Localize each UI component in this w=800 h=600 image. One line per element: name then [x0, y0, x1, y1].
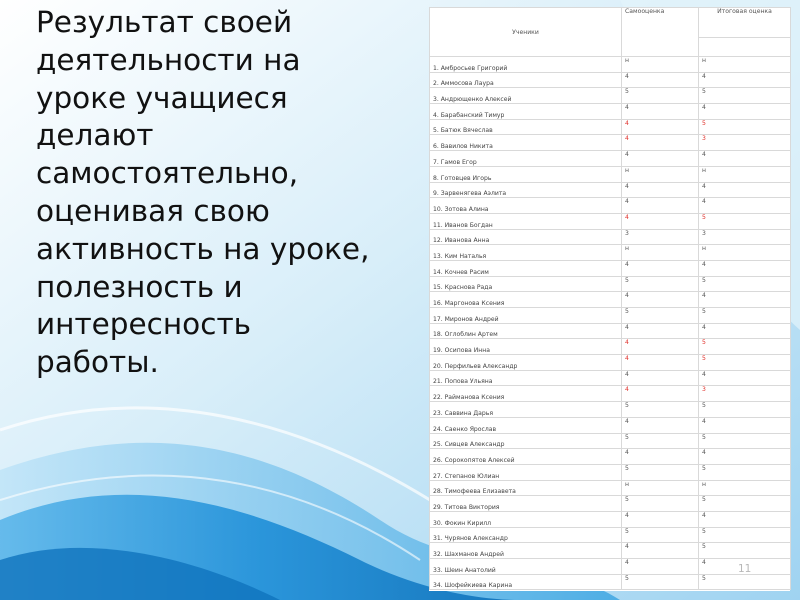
table-row: [430, 292, 791, 308]
header-final-subcell: [699, 37, 791, 56]
table-row: [430, 355, 791, 371]
student-name-cell: 4. Барабанский Тимур: [430, 104, 622, 120]
table-row: [430, 464, 791, 480]
self-assessment-cell: 4: [622, 339, 699, 355]
final-grade-cell: 5: [699, 119, 791, 135]
student-name-cell: 9. Зарвенягева Аэлита: [430, 182, 622, 198]
student-name-cell: 18. Оглоблин Артем: [430, 323, 622, 339]
final-grade-cell: 4: [699, 182, 791, 198]
self-assessment-cell: 5: [622, 433, 699, 449]
table-row: [430, 402, 791, 418]
student-name-cell: 11. Иванов Богдан: [430, 213, 622, 229]
final-grade-cell: 5: [699, 464, 791, 480]
final-grade-cell: 4: [699, 104, 791, 120]
self-assessment-cell: 5: [622, 308, 699, 324]
student-name-cell: 25. Сивцев Александр: [430, 433, 622, 449]
table-row: [430, 276, 791, 292]
table-row: [430, 229, 791, 245]
table-row: [430, 559, 791, 575]
table-row: [430, 166, 791, 182]
self-assessment-cell: н: [622, 166, 699, 182]
table-row: [430, 511, 791, 527]
final-grade-cell: н: [699, 57, 791, 73]
final-grade-cell: 4: [699, 559, 791, 575]
table-row: [430, 527, 791, 543]
table-row: [430, 119, 791, 135]
self-assessment-cell: 4: [622, 182, 699, 198]
student-name-cell: 34. Шофейкиева Карина: [430, 574, 622, 590]
final-grade-cell: н: [699, 166, 791, 182]
table-row: [430, 245, 791, 261]
self-assessment-cell: 4: [622, 119, 699, 135]
table-row: [430, 370, 791, 386]
final-grade-cell: 4: [699, 72, 791, 88]
final-grade-cell: 5: [699, 527, 791, 543]
final-grade-cell: 5: [699, 496, 791, 512]
final-grade-cell: 5: [699, 308, 791, 324]
student-name-cell: 2. Аммосова Лаура: [430, 72, 622, 88]
self-assessment-cell: 4: [622, 559, 699, 575]
table-row: [430, 433, 791, 449]
table-row: [430, 151, 791, 167]
table-row: [430, 88, 791, 104]
table-row: [430, 72, 791, 88]
table-row: [430, 417, 791, 433]
student-name-cell: 30. Фокин Кирилл: [430, 511, 622, 527]
self-assessment-cell: 4: [622, 104, 699, 120]
self-assessment-cell: 5: [622, 464, 699, 480]
grades-table-container: [429, 7, 790, 591]
student-name-cell: 27. Степанов Юлиан: [430, 464, 622, 480]
self-assessment-cell: 4: [622, 355, 699, 371]
student-name-cell: 7. Гамов Егор: [430, 151, 622, 167]
table-row: [430, 574, 791, 590]
final-grade-cell: 5: [699, 574, 791, 590]
student-name-cell: 12. Иванова Анна: [430, 229, 622, 245]
final-grade-cell: 5: [699, 213, 791, 229]
self-assessment-cell: 5: [622, 88, 699, 104]
table-row: [430, 480, 791, 496]
student-name-cell: 33. Шеин Анатолий: [430, 559, 622, 575]
student-name-cell: 14. Кочнев Расим: [430, 260, 622, 276]
slide-body-text: Результат своей деятельности на уроке учащиеся делают самостоятельно, оценивая свою активность на уроке, полезность и интересность работы.: [36, 5, 370, 380]
table-row: [430, 323, 791, 339]
student-name-cell: 19. Осипова Инна: [430, 339, 622, 355]
table-row: [430, 449, 791, 465]
final-grade-cell: 4: [699, 323, 791, 339]
final-grade-cell: 4: [699, 449, 791, 465]
final-grade-cell: 4: [699, 511, 791, 527]
final-grade-cell: 4: [699, 292, 791, 308]
self-assessment-cell: н: [622, 245, 699, 261]
final-grade-cell: 3: [699, 135, 791, 151]
self-assessment-cell: 4: [622, 260, 699, 276]
final-grade-cell: 5: [699, 355, 791, 371]
table-row: [430, 135, 791, 151]
self-assessment-cell: 3: [622, 229, 699, 245]
self-assessment-cell: 4: [622, 511, 699, 527]
self-assessment-cell: 5: [622, 527, 699, 543]
self-assessment-cell: 4: [622, 198, 699, 214]
student-name-cell: 5. Батюк Вячеслав: [430, 119, 622, 135]
self-assessment-cell: 4: [622, 417, 699, 433]
self-assessment-cell: 5: [622, 496, 699, 512]
student-name-cell: 22. Райманова Ксения: [430, 386, 622, 402]
final-grade-cell: 4: [699, 260, 791, 276]
grades-table: [429, 7, 791, 590]
grades-table-body: [430, 57, 791, 590]
student-name-cell: 15. Краснова Рада: [430, 276, 622, 292]
self-assessment-cell: 4: [622, 543, 699, 559]
self-assessment-cell: н: [622, 480, 699, 496]
final-grade-cell: 5: [699, 402, 791, 418]
self-assessment-cell: 4: [622, 213, 699, 229]
table-row: [430, 260, 791, 276]
final-grade-cell: 3: [699, 229, 791, 245]
final-grade-cell: 5: [699, 276, 791, 292]
student-name-cell: 31. Чурянов Александр: [430, 527, 622, 543]
final-grade-cell: 5: [699, 433, 791, 449]
header-students: Ученики: [430, 8, 622, 57]
self-assessment-cell: 4: [622, 370, 699, 386]
table-row: [430, 104, 791, 120]
header-final-grade: Итоговая оценка: [699, 8, 791, 38]
table-row: [430, 308, 791, 324]
student-name-cell: 8. Готовцев Игорь: [430, 166, 622, 182]
self-assessment-cell: 4: [622, 323, 699, 339]
student-name-cell: 6. Вавилов Никита: [430, 135, 622, 151]
table-row: [430, 57, 791, 73]
page-number: 11: [738, 563, 752, 575]
student-name-cell: 13. Ким Наталья: [430, 245, 622, 261]
student-name-cell: 17. Миронов Андрей: [430, 308, 622, 324]
student-name-cell: 32. Шахманов Андрей: [430, 543, 622, 559]
self-assessment-cell: 4: [622, 72, 699, 88]
student-name-cell: 20. Перфильев Александр: [430, 355, 622, 371]
final-grade-cell: н: [699, 245, 791, 261]
student-name-cell: 28. Тимофеева Елизавета: [430, 480, 622, 496]
student-name-cell: 23. Саввина Дарья: [430, 402, 622, 418]
table-row: [430, 386, 791, 402]
self-assessment-cell: 5: [622, 574, 699, 590]
table-row: [430, 339, 791, 355]
self-assessment-cell: 4: [622, 449, 699, 465]
self-assessment-cell: 4: [622, 135, 699, 151]
table-row: [430, 198, 791, 214]
student-name-cell: 26. Сорокопятов Алексей: [430, 449, 622, 465]
final-grade-cell: 4: [699, 198, 791, 214]
student-name-cell: 10. Зотова Алина: [430, 198, 622, 214]
student-name-cell: 21. Попова Ульяна: [430, 370, 622, 386]
self-assessment-cell: 4: [622, 292, 699, 308]
final-grade-cell: 5: [699, 88, 791, 104]
table-row: [430, 496, 791, 512]
final-grade-cell: 5: [699, 543, 791, 559]
final-grade-cell: 4: [699, 417, 791, 433]
final-grade-cell: 3: [699, 386, 791, 402]
student-name-cell: 24. Саенко Ярослав: [430, 417, 622, 433]
table-row: [430, 213, 791, 229]
self-assessment-cell: н: [622, 57, 699, 73]
final-grade-cell: 5: [699, 339, 791, 355]
student-name-cell: 29. Титова Виктория: [430, 496, 622, 512]
student-name-cell: 1. Амбросьев Григорий: [430, 57, 622, 73]
student-name-cell: 16. Маргонова Ксения: [430, 292, 622, 308]
self-assessment-cell: 5: [622, 402, 699, 418]
final-grade-cell: н: [699, 480, 791, 496]
final-grade-cell: 4: [699, 151, 791, 167]
table-row: [430, 543, 791, 559]
table-row: [430, 182, 791, 198]
self-assessment-cell: 4: [622, 386, 699, 402]
self-assessment-cell: 4: [622, 151, 699, 167]
header-self-assessment: Самооценка: [622, 8, 699, 57]
final-grade-cell: 4: [699, 370, 791, 386]
student-name-cell: 3. Андрющенко Алексей: [430, 88, 622, 104]
self-assessment-cell: 5: [622, 276, 699, 292]
